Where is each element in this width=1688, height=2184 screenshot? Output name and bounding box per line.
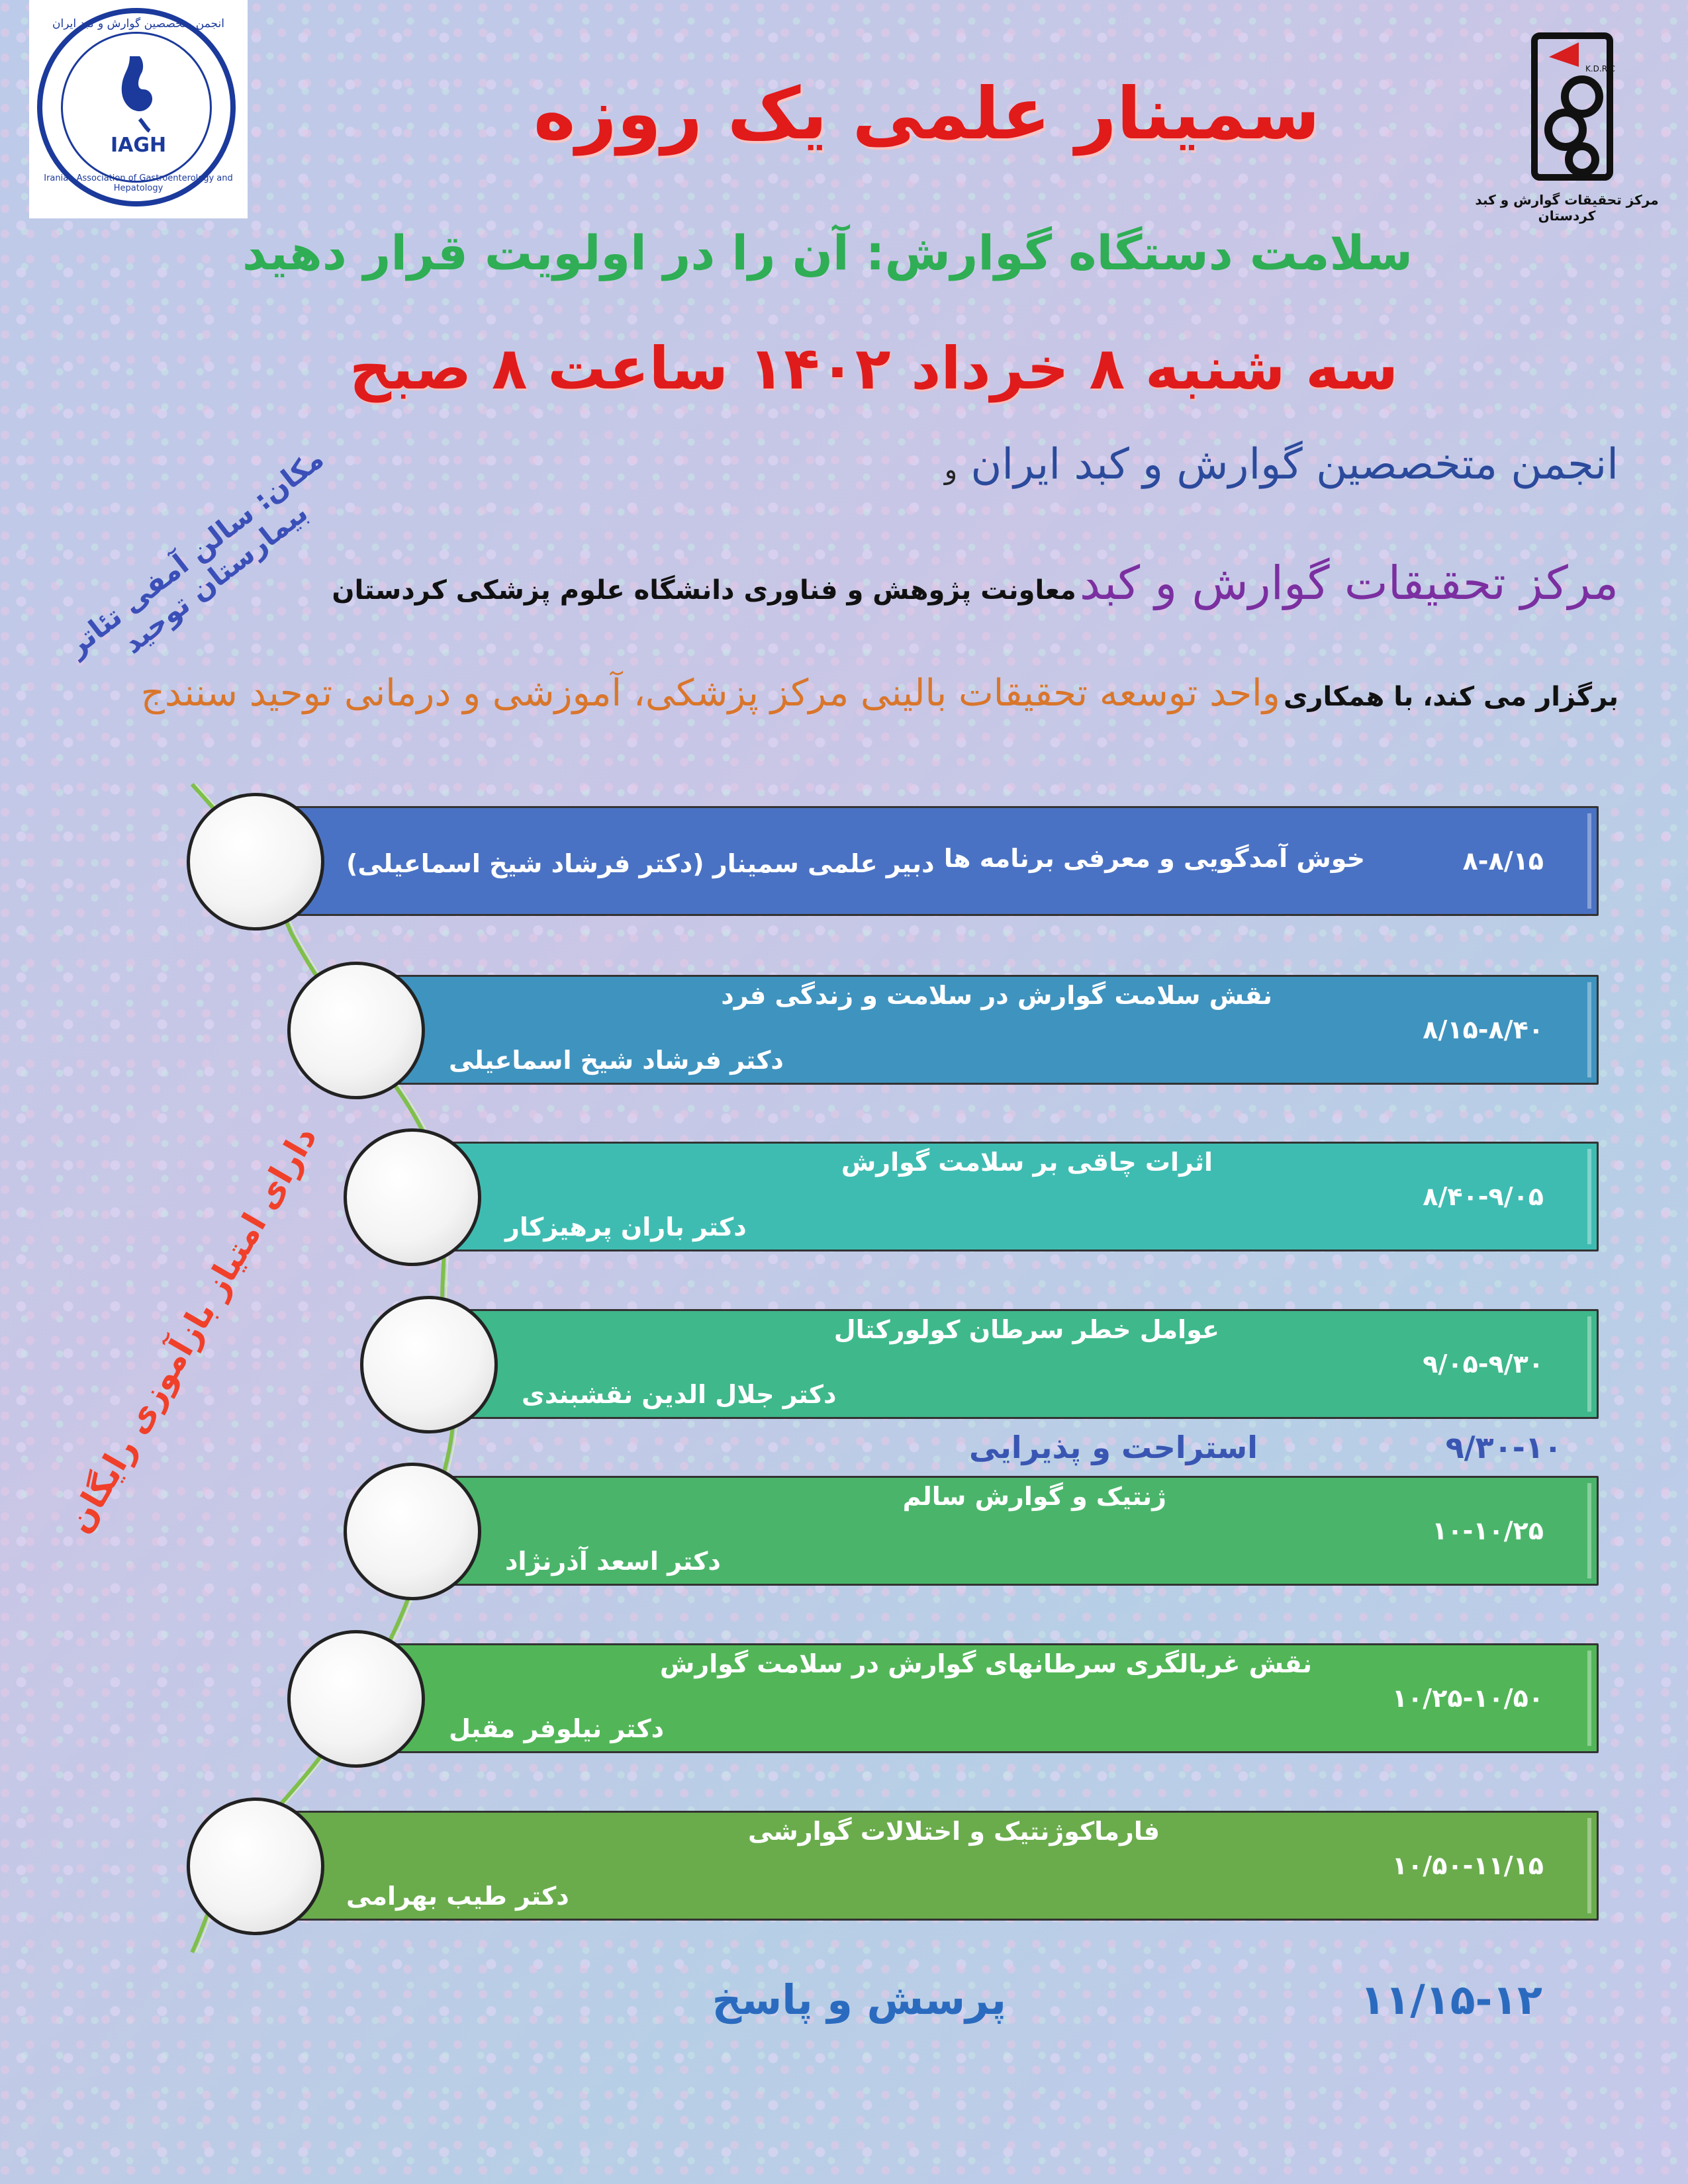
timeline-node-7 bbox=[187, 1797, 324, 1935]
page-title: سمینار علمی یک روزه bbox=[533, 73, 1321, 156]
row-topic: ژنتیک و گوارش سالم bbox=[902, 1482, 1166, 1511]
organizer-2-name: مرکز تحقیقات گوارش و کبد bbox=[1079, 556, 1618, 610]
schedule-row-3 bbox=[450, 1142, 1599, 1251]
organizer-3 bbox=[132, 672, 1618, 715]
row-topic: خوش آمدگویی و معرفی برنامه ها bbox=[943, 844, 1365, 873]
timeline-node-5 bbox=[344, 1463, 481, 1600]
timeline-node-6 bbox=[287, 1630, 425, 1768]
organizer-1 bbox=[794, 440, 1618, 489]
row-edge bbox=[1587, 1316, 1591, 1412]
row-edge bbox=[1587, 982, 1591, 1077]
kdrc-initials: K.D.R.C bbox=[1585, 64, 1615, 73]
schedule-row-4 bbox=[467, 1309, 1599, 1419]
row-edge bbox=[1587, 1818, 1591, 1913]
row-time: ۸/۴۰-۹/۰۵ bbox=[1423, 1182, 1544, 1211]
row-topic: عوامل خطر سرطان کولورکتال bbox=[833, 1315, 1219, 1344]
row-edge bbox=[1587, 1483, 1591, 1578]
row-speaker: دکتر باران پرهیزکار bbox=[505, 1212, 747, 1242]
logo-caption-en: Iranian Association of Gastroenterology and Hepatology bbox=[44, 173, 233, 193]
row-time: ۸-۸/۱۵ bbox=[1462, 846, 1544, 876]
schedule-row-5 bbox=[450, 1476, 1599, 1586]
timeline-node-2 bbox=[287, 962, 425, 1099]
organizer-1-and: و bbox=[944, 455, 958, 485]
row-time: ۱۰/۵۰-۱۱/۱۵ bbox=[1391, 1851, 1544, 1880]
timeline-node-4 bbox=[360, 1296, 498, 1433]
row-speaker: دکتر جلال الدین نقشبندی bbox=[522, 1380, 837, 1409]
row-speaker: دکتر اسعد آذرنژاد bbox=[505, 1547, 721, 1576]
break-time: ۹/۳۰-۱۰ bbox=[1445, 1430, 1562, 1465]
row-topic: نقش سلامت گوارش در سلامت و زندگی فرد bbox=[721, 981, 1272, 1010]
row-topic: اثرات چاقی بر سلامت گوارش bbox=[841, 1148, 1213, 1177]
schedule-row-7 bbox=[291, 1811, 1599, 1921]
row-time: ۸/۱۵-۸/۴۰ bbox=[1423, 1015, 1544, 1044]
row-time: ۹/۰۵-۹/۳۰ bbox=[1423, 1349, 1544, 1379]
credit-text: دارای امتیاز بازآموزی رایگان bbox=[60, 1119, 324, 1540]
row-speaker: دکتر نیلوفر مقبل bbox=[449, 1714, 665, 1743]
logo-abbreviation: IAGH bbox=[110, 134, 167, 157]
organizer-2-detail: معاونت پژوهش و فناوری دانشگاه علوم پزشکی کردستان bbox=[332, 575, 1076, 606]
page-subtitle: سلامت دستگاه گوارش: آن را در اولویت قرار دهید bbox=[242, 225, 1413, 281]
organizer-2 bbox=[331, 556, 1618, 610]
stomach-icon bbox=[110, 53, 163, 132]
venue-text: مکان: سالن آمفی تئاتر بیمارستان توحید bbox=[60, 442, 330, 662]
qa-time: ۱۱/۱۵-۱۲ bbox=[1360, 1976, 1542, 2024]
schedule-row-2 bbox=[394, 975, 1599, 1085]
break-label: استراحت و پذیرایی bbox=[969, 1430, 1258, 1465]
row-edge bbox=[1587, 813, 1591, 909]
organizer-1-name: انجمن متخصصین گوارش و کبد ایران bbox=[970, 440, 1618, 489]
row-time: ۱۰/۲۵-۱۰/۵۰ bbox=[1391, 1684, 1544, 1713]
row-edge bbox=[1587, 1651, 1591, 1746]
row-edge bbox=[1587, 1149, 1591, 1244]
event-date: سه شنبه ۸ خرداد ۱۴۰۲ ساعت ۸ صبح bbox=[349, 334, 1399, 402]
row-topic: نقش غربالگری سرطانهای گوارش در سلامت گوارش bbox=[659, 1649, 1312, 1678]
iagh-logo bbox=[29, 0, 248, 218]
logo-caption: انجمن متخصصین گوارش و کبد ایران bbox=[52, 17, 224, 30]
kdrc-logo bbox=[1464, 26, 1669, 224]
organizer-3-prefix: برگزار می کند، با همکاری bbox=[1283, 682, 1618, 712]
timeline-node-3 bbox=[344, 1128, 481, 1266]
row-speaker: دکتر فرشاد شیخ اسماعیلی bbox=[449, 1046, 784, 1075]
row-time: ۱۰-۱۰/۲۵ bbox=[1432, 1516, 1544, 1545]
organizer-3-partner: واحد توسعه تحقیقات بالینی مرکز پزشکی، آموزشی و درمانی توحید سنندج bbox=[140, 672, 1280, 715]
qa-label: پرسش و پاسخ bbox=[712, 1976, 1006, 2024]
row-topic: فارماکوژنتیک و اختلالات گوارشی bbox=[747, 1817, 1160, 1846]
row-speaker: دبیر علمی سمینار (دکتر فرشاد شیخ اسماعیلی) bbox=[346, 849, 935, 878]
kdrc-mark-icon bbox=[1529, 30, 1615, 183]
timeline-node-1 bbox=[187, 793, 324, 931]
schedule-row-6 bbox=[394, 1643, 1599, 1753]
schedule-row-1 bbox=[291, 806, 1599, 916]
kdrc-caption: مرکز تحقیقات گوارش و کبد کردستان bbox=[1475, 192, 1659, 224]
row-speaker: دکتر طیب بهرامی bbox=[346, 1882, 569, 1911]
